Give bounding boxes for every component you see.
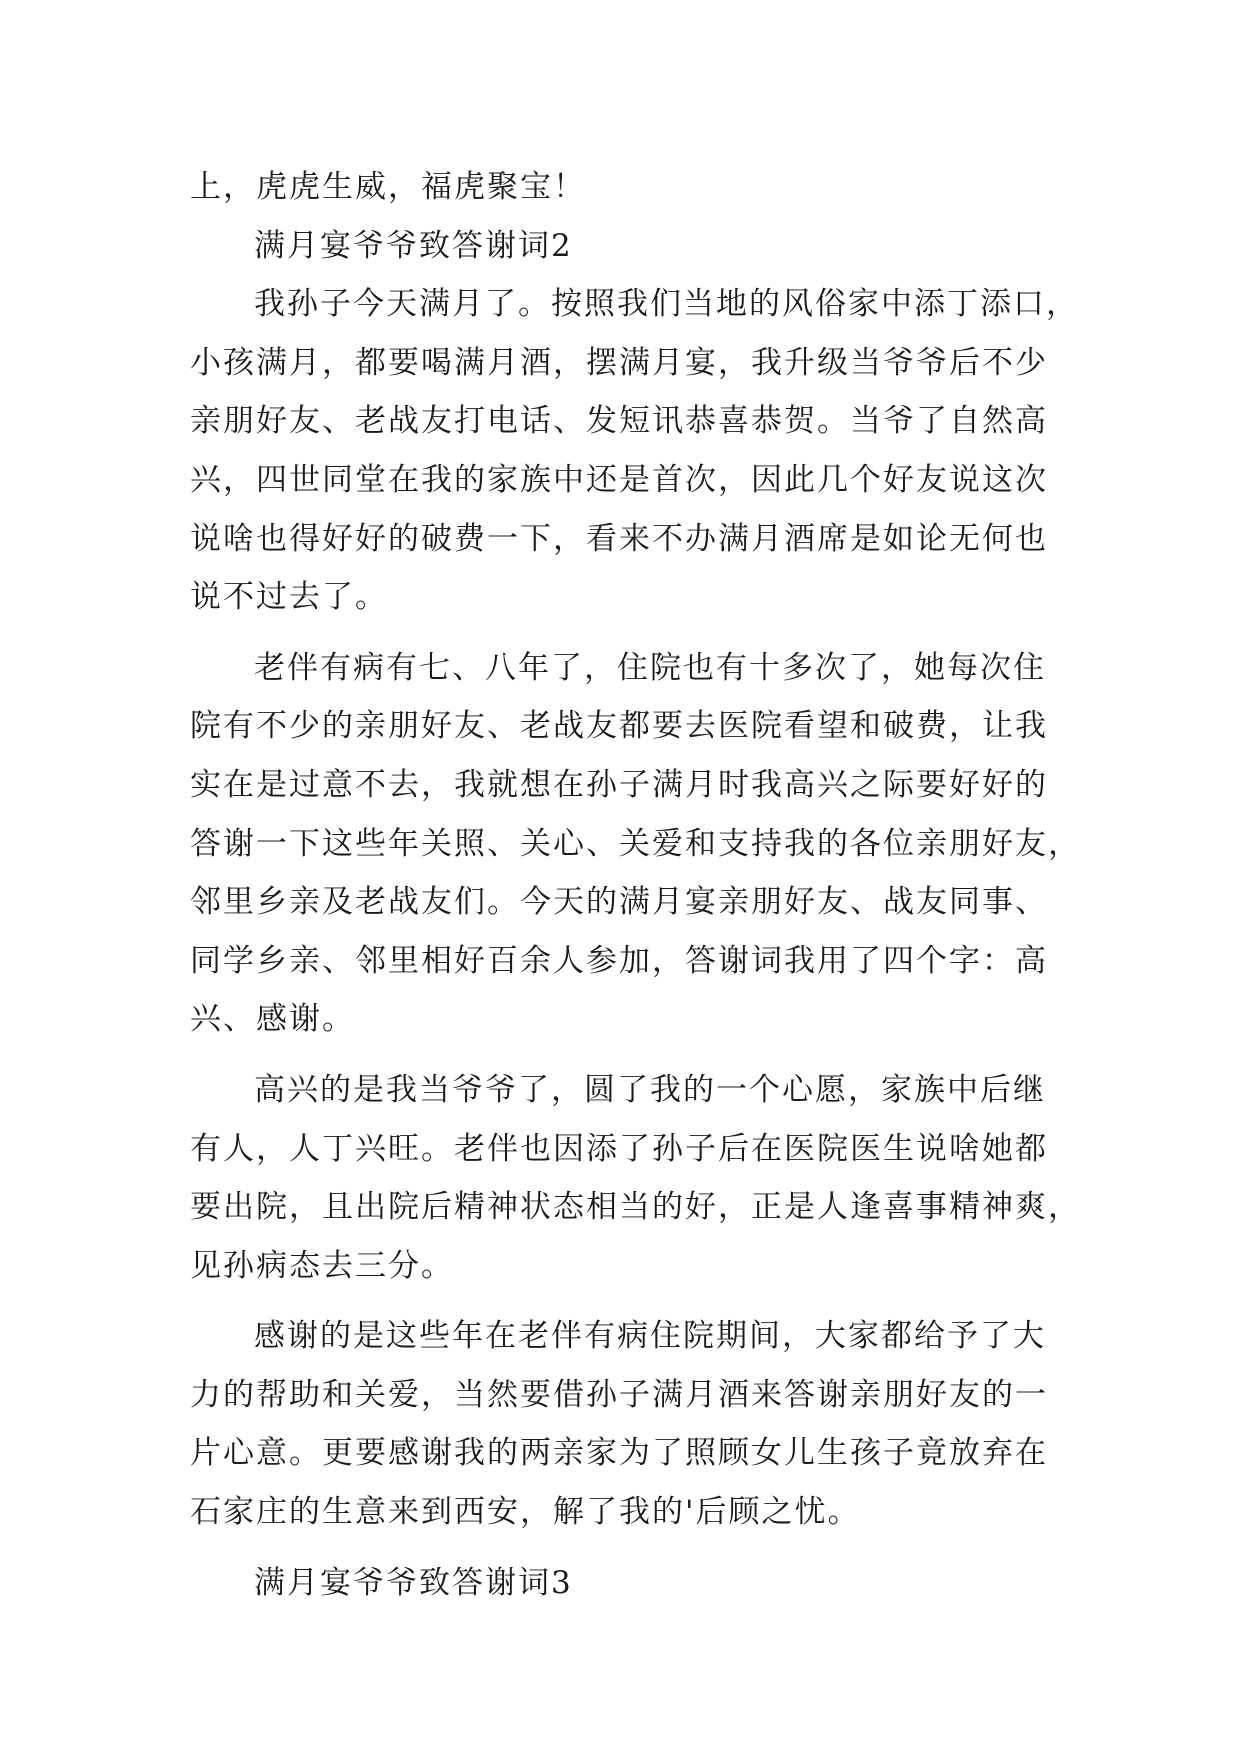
text-line: 石家庄的生意来到西安，解了我的'后顾之忧。	[190, 1494, 861, 1531]
text-line: 说不过去了。	[190, 579, 388, 616]
text-line: 兴，四世同堂在我的家族中还是首次，因此几个好友说这次	[190, 461, 1048, 498]
text-line: 亲朋好友、老战友打电话、发短讯恭喜恭贺。当爷了自然高	[190, 403, 1048, 440]
text-line: 上，虎虎生威，福虎聚宝！	[190, 169, 586, 205]
text-line: 见孙病态去三分。	[190, 1247, 454, 1284]
text-line: 兴、感谢。	[190, 1001, 355, 1038]
text-line: 力的帮助和关爱，当然要借孙子满月酒来答谢亲朋好友的一	[190, 1376, 1048, 1413]
text-line: 小孩满月，都要喝满月酒，摆满月宴，我升级当爷爷后不少	[190, 344, 1048, 381]
text-line: 高兴的是我当爷爷了，圆了我的一个心愿，家族中后继	[254, 1071, 1046, 1108]
text-line: 老伴有病有七、八年了，住院也有十多次了，她每次住	[254, 649, 1046, 686]
text-line: 感谢的是这些年在老伴有病住院期间，大家都给予了大	[254, 1318, 1046, 1355]
text-line: 要出院，且出院后精神状态相当的好，正是人逢喜事精神爽，	[190, 1189, 1081, 1226]
section-heading: 满月宴爷爷致答谢词3	[254, 1564, 573, 1601]
text-line: 同学乡亲、邻里相好百余人参加，答谢词我用了四个字：高	[190, 942, 1048, 979]
document-body	[190, 158, 1090, 1612]
text-line: 有人，人丁兴旺。老伴也因添了孙子后在医院医生说啥她都	[190, 1130, 1048, 1167]
text-line: 实在是过意不去，我就想在孙子满月时我高兴之际要好好的	[190, 766, 1048, 803]
section-heading: 满月宴爷爷致答谢词2	[254, 227, 573, 264]
text-line: 片心意。更要感谢我的两亲家为了照顾女儿生孩子竟放弃在	[190, 1435, 1048, 1472]
text-line: 邻里乡亲及老战友们。今天的满月宴亲朋好友、战友同事、	[190, 884, 1048, 921]
text-line: 答谢一下这些年关照、关心、关爱和支持我的各位亲朋好友，	[190, 825, 1081, 862]
text-line: 说啥也得好好的破费一下，看来不办满月酒席是如论无何也	[190, 520, 1048, 557]
text-line: 我孙子今天满月了。按照我们当地的风俗家中添丁添口，	[254, 286, 1079, 323]
text-line: 院有不少的亲朋好友、老战友都要去医院看望和破费，让我	[190, 708, 1048, 745]
